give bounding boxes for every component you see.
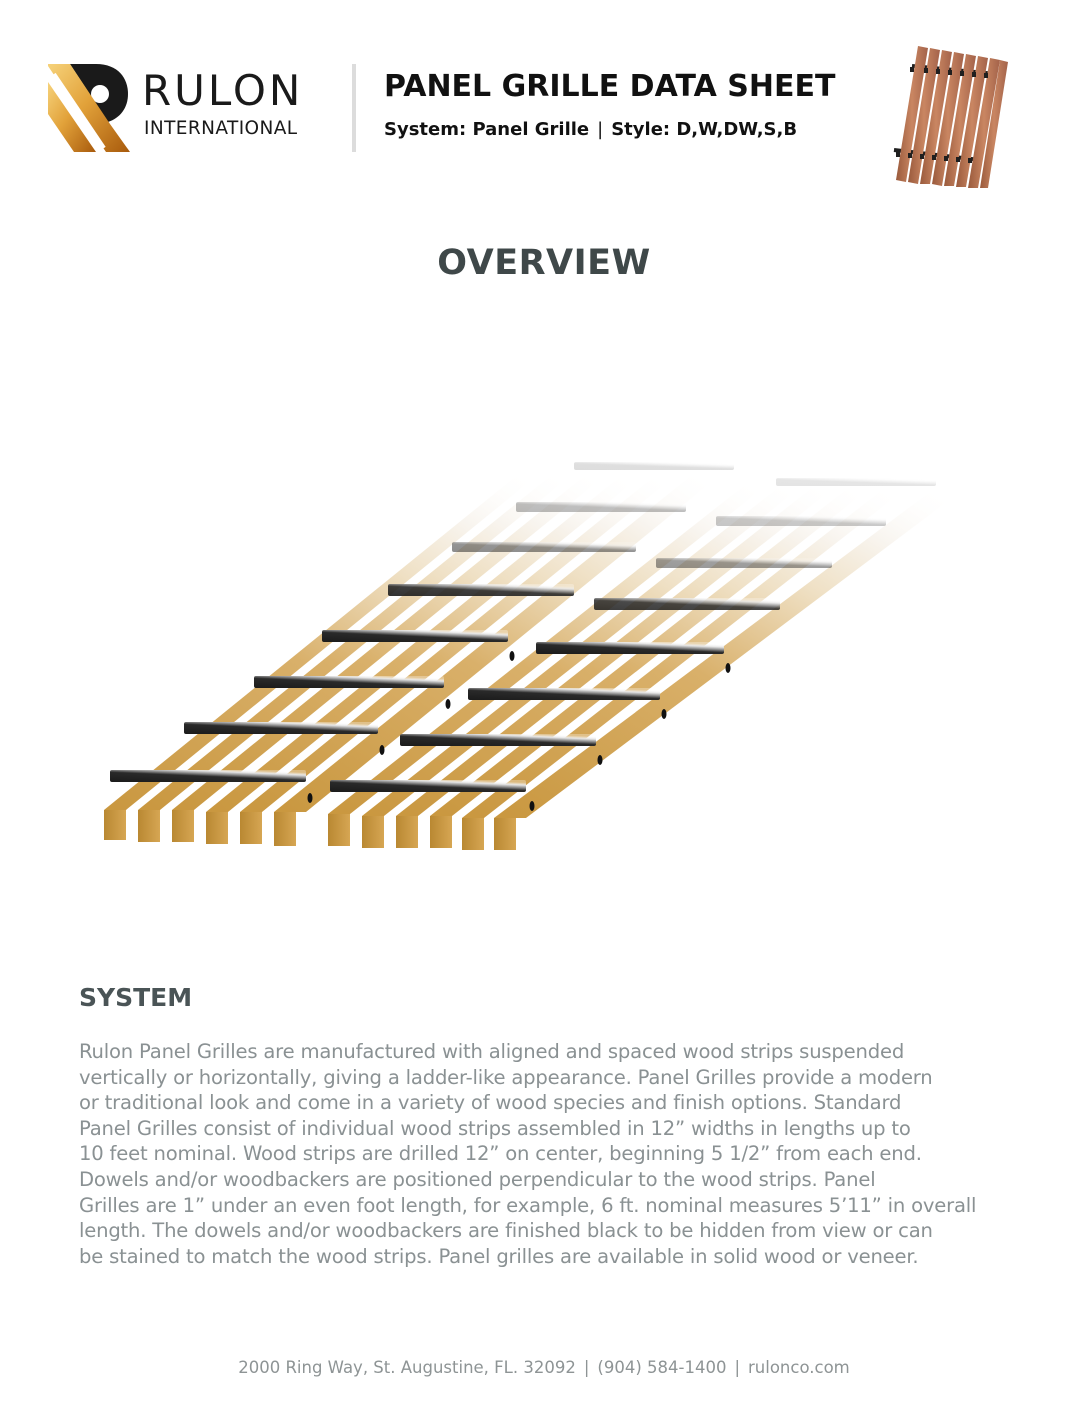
system-description-line: Panel Grilles consist of individual wood strips assembled in 12” widths in lengths up to [79, 1116, 911, 1140]
system-description [79, 1039, 1024, 1269]
system-description-line: 10 feet nominal. Wood strips are drilled 12” on center, beginning 5 1/2” from each end. [79, 1142, 922, 1166]
rulon-r-logo-icon [48, 62, 130, 152]
system-heading: SYSTEM [79, 983, 193, 1012]
panel-grille-illustration [96, 430, 1006, 860]
overview-heading: OVERVIEW [437, 243, 651, 283]
logo-wordmark: RULON [142, 66, 304, 115]
system-description-line: Dowels and/or woodbackers are positioned perpendicular to the wood strips. Panel [79, 1167, 876, 1191]
footer-address: 2000 Ring Way, St. Augustine, FL. 32092 [238, 1358, 576, 1377]
footer-website-link[interactable]: rulonco.com [748, 1358, 850, 1377]
footer-contact [0, 1360, 1088, 1377]
system-description-line: be stained to match the wood strips. Panel grilles are available in solid wood or veneer. [79, 1244, 919, 1268]
system-description-line: or traditional look and come in a variety of wood species and finish options. Standard [79, 1091, 902, 1115]
logo-subtitle: INTERNATIONAL [144, 118, 298, 139]
document-title: PANEL GRILLE DATA SHEET [384, 69, 836, 104]
panel-grille-thumbnail-icon [884, 42, 1008, 188]
document-subtitle [384, 121, 797, 139]
footer-separator: | [583, 1358, 590, 1377]
system-description-line: vertically or horizontally, giving a ladder-like appearance. Panel Grilles provide a modern [79, 1065, 933, 1089]
header-divider [352, 64, 356, 152]
system-description-line: Rulon Panel Grilles are manufactured with aligned and spaced wood strips suspended [79, 1040, 905, 1063]
system-label: System: Panel Grille [384, 119, 590, 140]
company-logo [48, 62, 328, 154]
footer-separator: | [734, 1358, 741, 1377]
system-description-line: length. The dowels and/or woodbackers are finished black to be hidden from view or can [79, 1219, 933, 1243]
footer-phone[interactable]: (904) 584-1400 [597, 1358, 727, 1377]
subtitle-separator: | [597, 119, 604, 140]
system-description-line: Grilles are 1” under an even foot length, for example, 6 ft. nominal measures 5’11” in overall [79, 1193, 977, 1217]
style-label: Style: D,W,DW,S,B [611, 119, 798, 140]
